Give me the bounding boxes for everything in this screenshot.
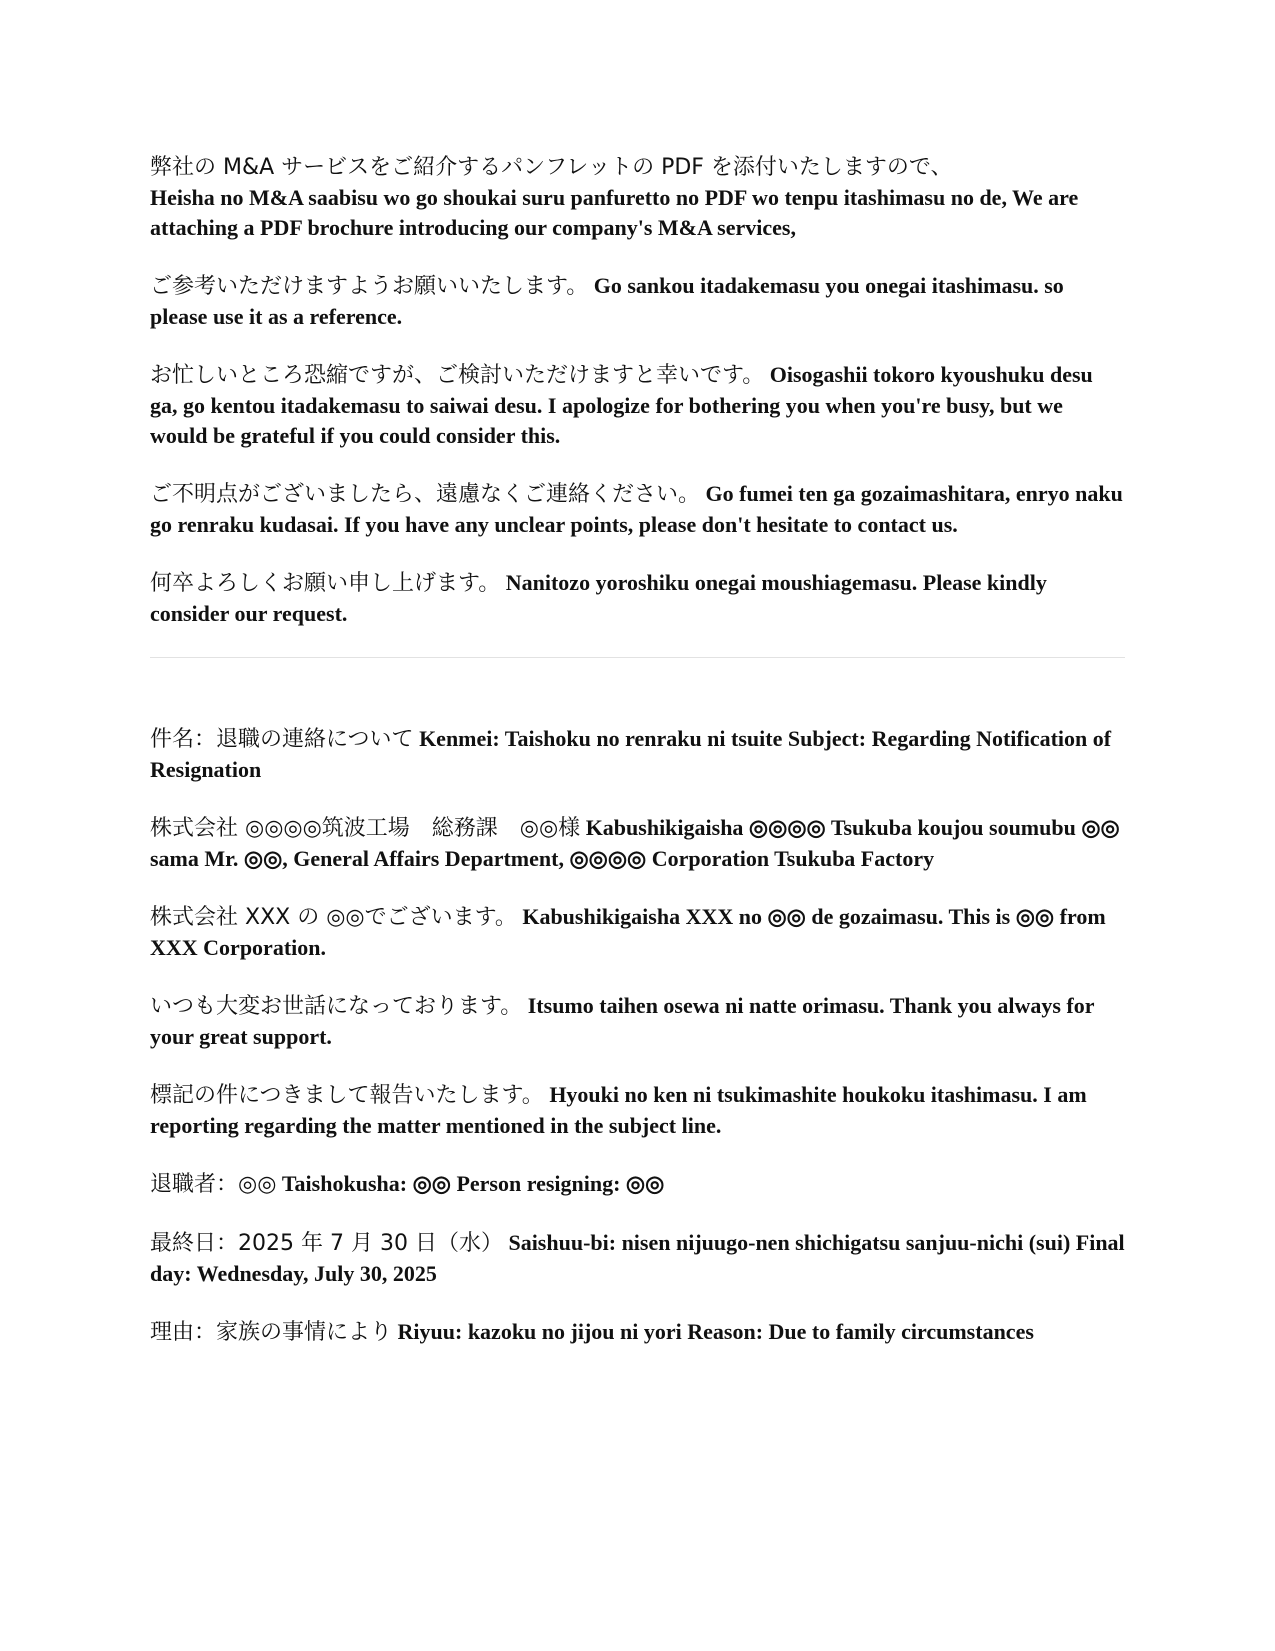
japanese-text: 最終日：2025 年 7 月 30 日（水）: [150, 1231, 503, 1256]
paragraph: [150, 568, 1125, 629]
romaji-english-text: Hyouki no ken ni tsukimashite houkoku itashimasu. I am reporting regarding the matter mentioned in the subject line.: [150, 1082, 1087, 1138]
romaji-english-text: Oisogashii tokoro kyoushuku desu ga, go kentou itadakemasu to saiwai desu. I apologize for bothering you when you're busy, but we would be grateful if you could consider this.: [150, 362, 1093, 448]
romaji-english-text: Kabushikigaisha ◎◎◎◎ Tsukuba koujou soumubu ◎◎ sama Mr. ◎◎, General Affairs Department, ◎◎◎◎ Corporation Tsukuba Factory: [150, 815, 1120, 871]
paragraph: [150, 360, 1125, 451]
japanese-text: 株式会社 XXX の ◎◎でございます。: [150, 905, 517, 930]
romaji-english-text: Saishuu-bi: nisen nijuugo-nen shichigatsu sanjuu-nichi (sui) Final day: Wednesday, July 30, 2025: [150, 1230, 1125, 1286]
paragraph: [150, 152, 1125, 243]
section-divider: [150, 657, 1125, 658]
paragraph: [150, 271, 1125, 332]
section-resignation-notice: [150, 724, 1125, 1348]
romaji-english-text: Taishokusha: ◎◎ Person resigning: ◎◎: [281, 1171, 665, 1196]
paragraph: [150, 813, 1125, 874]
paragraph: [150, 1228, 1125, 1289]
paragraph: [150, 1317, 1125, 1348]
japanese-text: お忙しいところ恐縮ですが、ご検討いただけますと幸いです。: [150, 363, 765, 388]
section-brochure-email: [150, 152, 1125, 629]
romaji-english-text: Kabushikigaisha XXX no ◎◎ de gozaimasu. This is ◎◎ from XXX Corporation.: [150, 904, 1106, 960]
japanese-text: 件名：退職の連絡について: [150, 727, 414, 752]
japanese-text: 株式会社 ◎◎◎◎筑波工場 総務課 ◎◎様: [150, 816, 581, 841]
japanese-text: いつも大変お世話になっております。: [150, 994, 523, 1019]
romaji-english-text: Kenmei: Taishoku no renraku ni tsuite Subject: Regarding Notification of Resignation: [150, 726, 1112, 782]
paragraph: [150, 991, 1125, 1052]
romaji-english-text: Itsumo taihen osewa ni natte orimasu. Thank you always for your great support.: [150, 993, 1095, 1049]
japanese-text: 弊社の M&A サービスをご紹介するパンフレットの PDF を添付いたしますので、: [150, 155, 953, 180]
romaji-english-text: Heisha no M&A saabisu wo go shoukai suru panfuretto no PDF wo tenpu itashimasu no de, We are attaching a PDF brochure introducing our company's M&A services,: [150, 185, 1079, 240]
japanese-text: 標記の件につきまして報告いたします。: [150, 1083, 544, 1108]
japanese-text: ご不明点がございましたら、遠慮なくご連絡ください。: [150, 482, 701, 507]
romaji-english-text: Riyuu: kazoku no jijou ni yori Reason: Due to family circumstances: [397, 1319, 1034, 1344]
document-body: [150, 152, 1125, 1376]
paragraph: [150, 1169, 1125, 1200]
paragraph: [150, 1080, 1125, 1141]
paragraph: [150, 724, 1125, 785]
japanese-text: 何卒よろしくお願い申し上げます。: [150, 571, 501, 596]
japanese-text: 退職者：◎◎: [150, 1172, 277, 1197]
paragraph: [150, 902, 1125, 963]
japanese-text: ご参考いただけますようお願いいたします。: [150, 274, 589, 299]
japanese-text: 理由：家族の事情により: [150, 1320, 393, 1345]
romaji-english-text: Go sankou itadakemasu you onegai itashimasu. so please use it as a reference.: [150, 273, 1064, 329]
romaji-english-text: Go fumei ten ga gozaimashitara, enryo naku go renraku kudasai. If you have any unclear points, please don't hesitate to contact us.: [150, 481, 1123, 537]
paragraph: [150, 479, 1125, 540]
romaji-english-text: Nanitozo yoroshiku onegai moushiagemasu. Please kindly consider our request.: [150, 570, 1047, 626]
